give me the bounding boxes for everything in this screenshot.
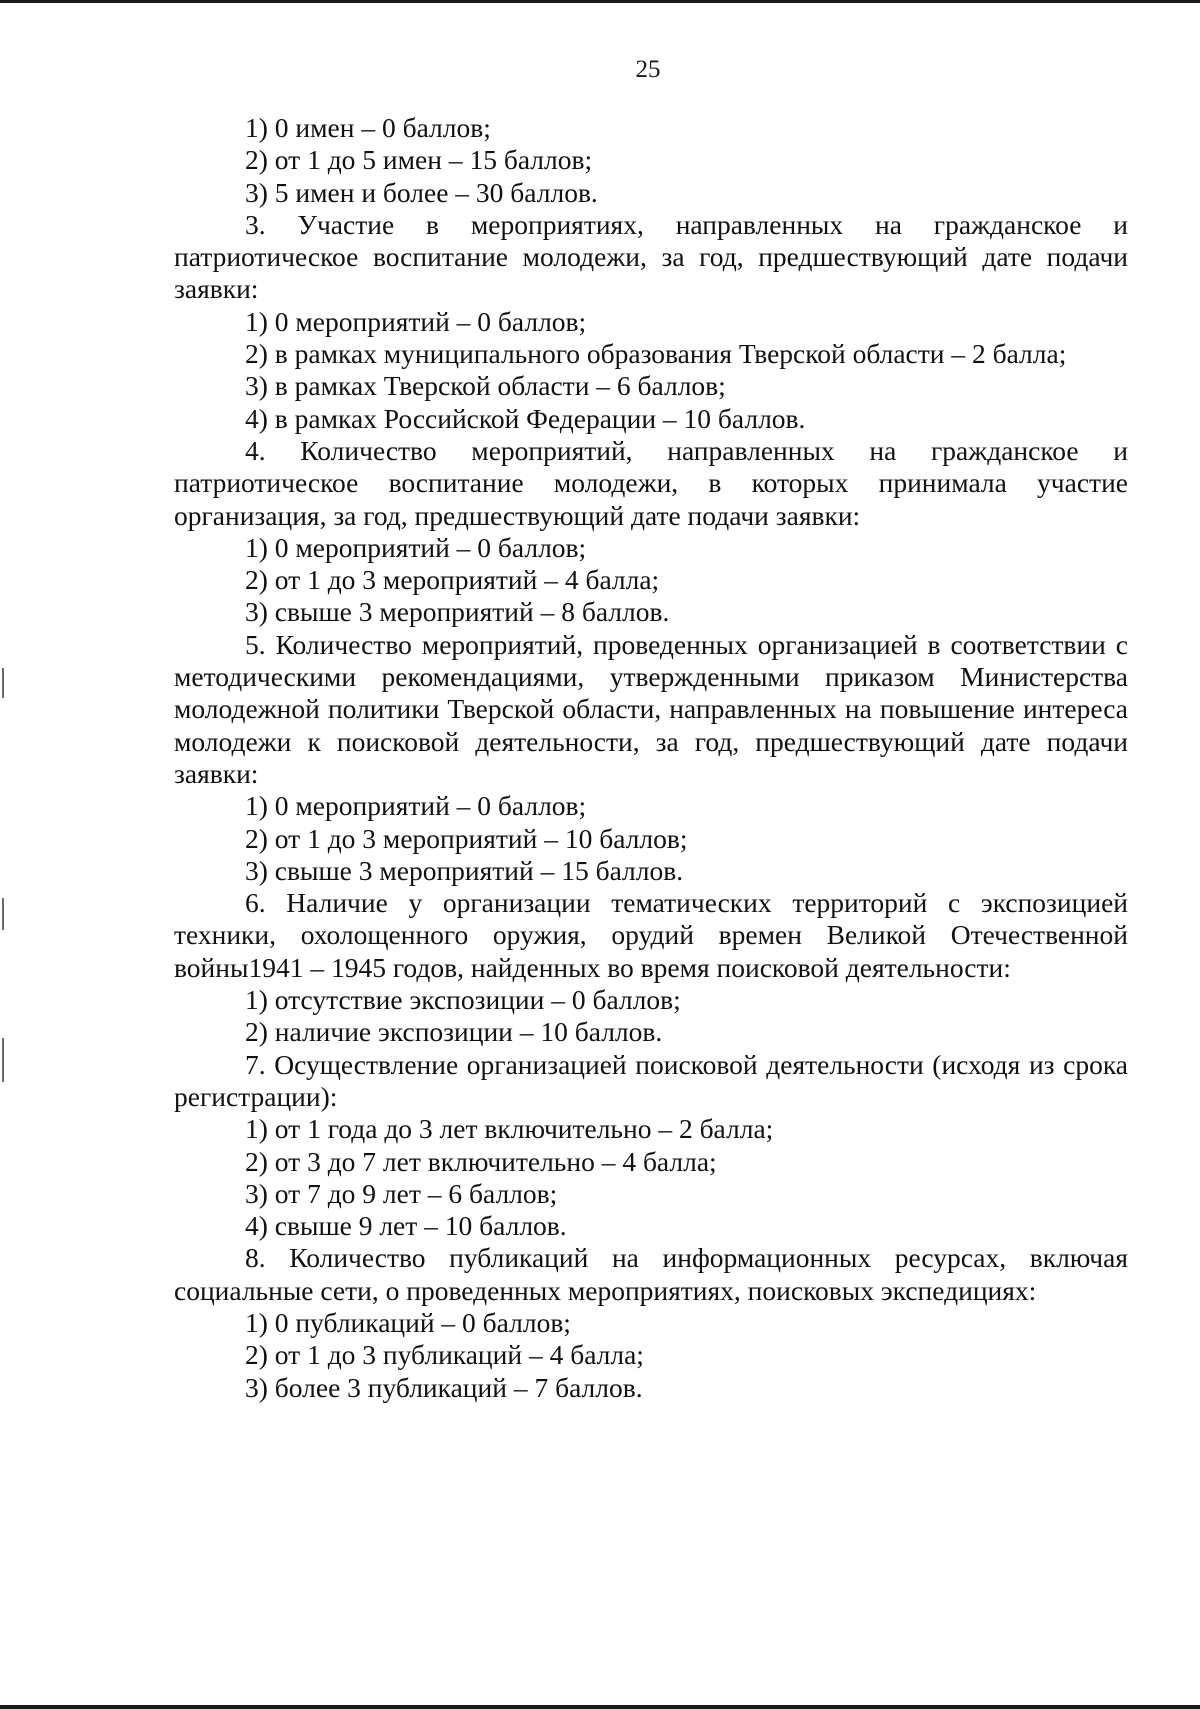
list-item: 2) в рамках муниципального образования Тверской области – 2 балла; <box>245 338 1067 370</box>
list-item: 1) 0 мероприятий – 0 баллов; <box>245 531 587 563</box>
list-item: 4) свыше 9 лет – 10 баллов. <box>245 1210 567 1242</box>
list-item: 2) от 1 до 3 мероприятий – 4 балла; <box>245 564 660 596</box>
list-item: 3) свыше 3 мероприятий – 15 баллов. <box>245 854 684 886</box>
scan-edge-top <box>0 0 1200 3</box>
numbered-paragraph: 5. Количество мероприятий, проведенных организацией в соответствии с методическими рекомендациями, утвержденными приказом Министерства молодежной политики Тверской области, направленных на повышение интереса молодежи к поисковой деятельности, за год, предшествующий дате подачи заявки: <box>174 628 1128 789</box>
scan-mark-left <box>2 668 4 698</box>
document-text <box>174 112 1128 1404</box>
numbered-paragraph: 8. Количество публикаций на информационных ресурсах, включая социальные сети, о проведенных мероприятиях, поисковых экспедициях: <box>174 1242 1128 1306</box>
list-item: 1) от 1 года до 3 лет включительно – 2 балла; <box>245 1113 774 1145</box>
numbered-paragraph: 4. Количество мероприятий, направленных на гражданское и патриотическое воспитание молодежи, в которых принимала участие организация, за год, предшествующий дате подачи заявки: <box>174 434 1128 531</box>
list-item: 2) от 1 до 3 публикаций – 4 балла; <box>245 1339 644 1371</box>
scan-mark-left <box>2 898 4 930</box>
list-item: 1) 0 имен – 0 баллов; <box>245 112 491 143</box>
list-item: 2) наличие экспозиции – 10 баллов. <box>245 1016 663 1048</box>
numbered-paragraph: 3. Участие в мероприятиях, направленных на гражданское и патриотическое воспитание молодежи, за год, предшествующий дате подачи заявки: <box>174 208 1128 305</box>
list-item: 1) 0 мероприятий – 0 баллов; <box>245 790 587 822</box>
list-item: 3) в рамках Тверской области – 6 баллов; <box>245 370 726 402</box>
list-item: 3) свыше 3 мероприятий – 8 баллов. <box>245 596 670 628</box>
list-item: 3) более 3 публикаций – 7 баллов. <box>245 1371 643 1403</box>
list-item: 3) от 7 до 9 лет – 6 баллов; <box>245 1177 558 1209</box>
list-item: 1) 0 мероприятий – 0 баллов; <box>245 305 587 337</box>
list-item: 2) от 1 до 3 мероприятий – 10 баллов; <box>245 822 688 854</box>
list-item: 2) от 1 до 5 имен – 15 баллов; <box>245 144 593 176</box>
list-item: 4) в рамках Российской Федерации – 10 баллов. <box>245 402 806 434</box>
list-item: 1) 0 публикаций – 0 баллов; <box>245 1306 571 1338</box>
scan-mark-left <box>2 1038 4 1082</box>
list-item: 1) отсутствие экспозиции – 0 баллов; <box>245 984 681 1016</box>
scan-edge-bottom <box>0 1705 1200 1709</box>
numbered-paragraph: 6. Наличие у организации тематических территорий с экспозицией техники, охолощенного оружия, орудий времен Великой Отечественной войны1941 – 1945 годов, найденных во время поисковой деятельности: <box>174 887 1128 983</box>
list-item: 3) 5 имен и более – 30 баллов. <box>245 176 598 208</box>
numbered-paragraph: 7. Осуществление организацией поисковой деятельности (исходя из срока регистрации): <box>174 1048 1128 1112</box>
page-number: 25 <box>635 56 661 83</box>
list-item: 2) от 3 до 7 лет включительно – 4 балла; <box>245 1145 717 1177</box>
